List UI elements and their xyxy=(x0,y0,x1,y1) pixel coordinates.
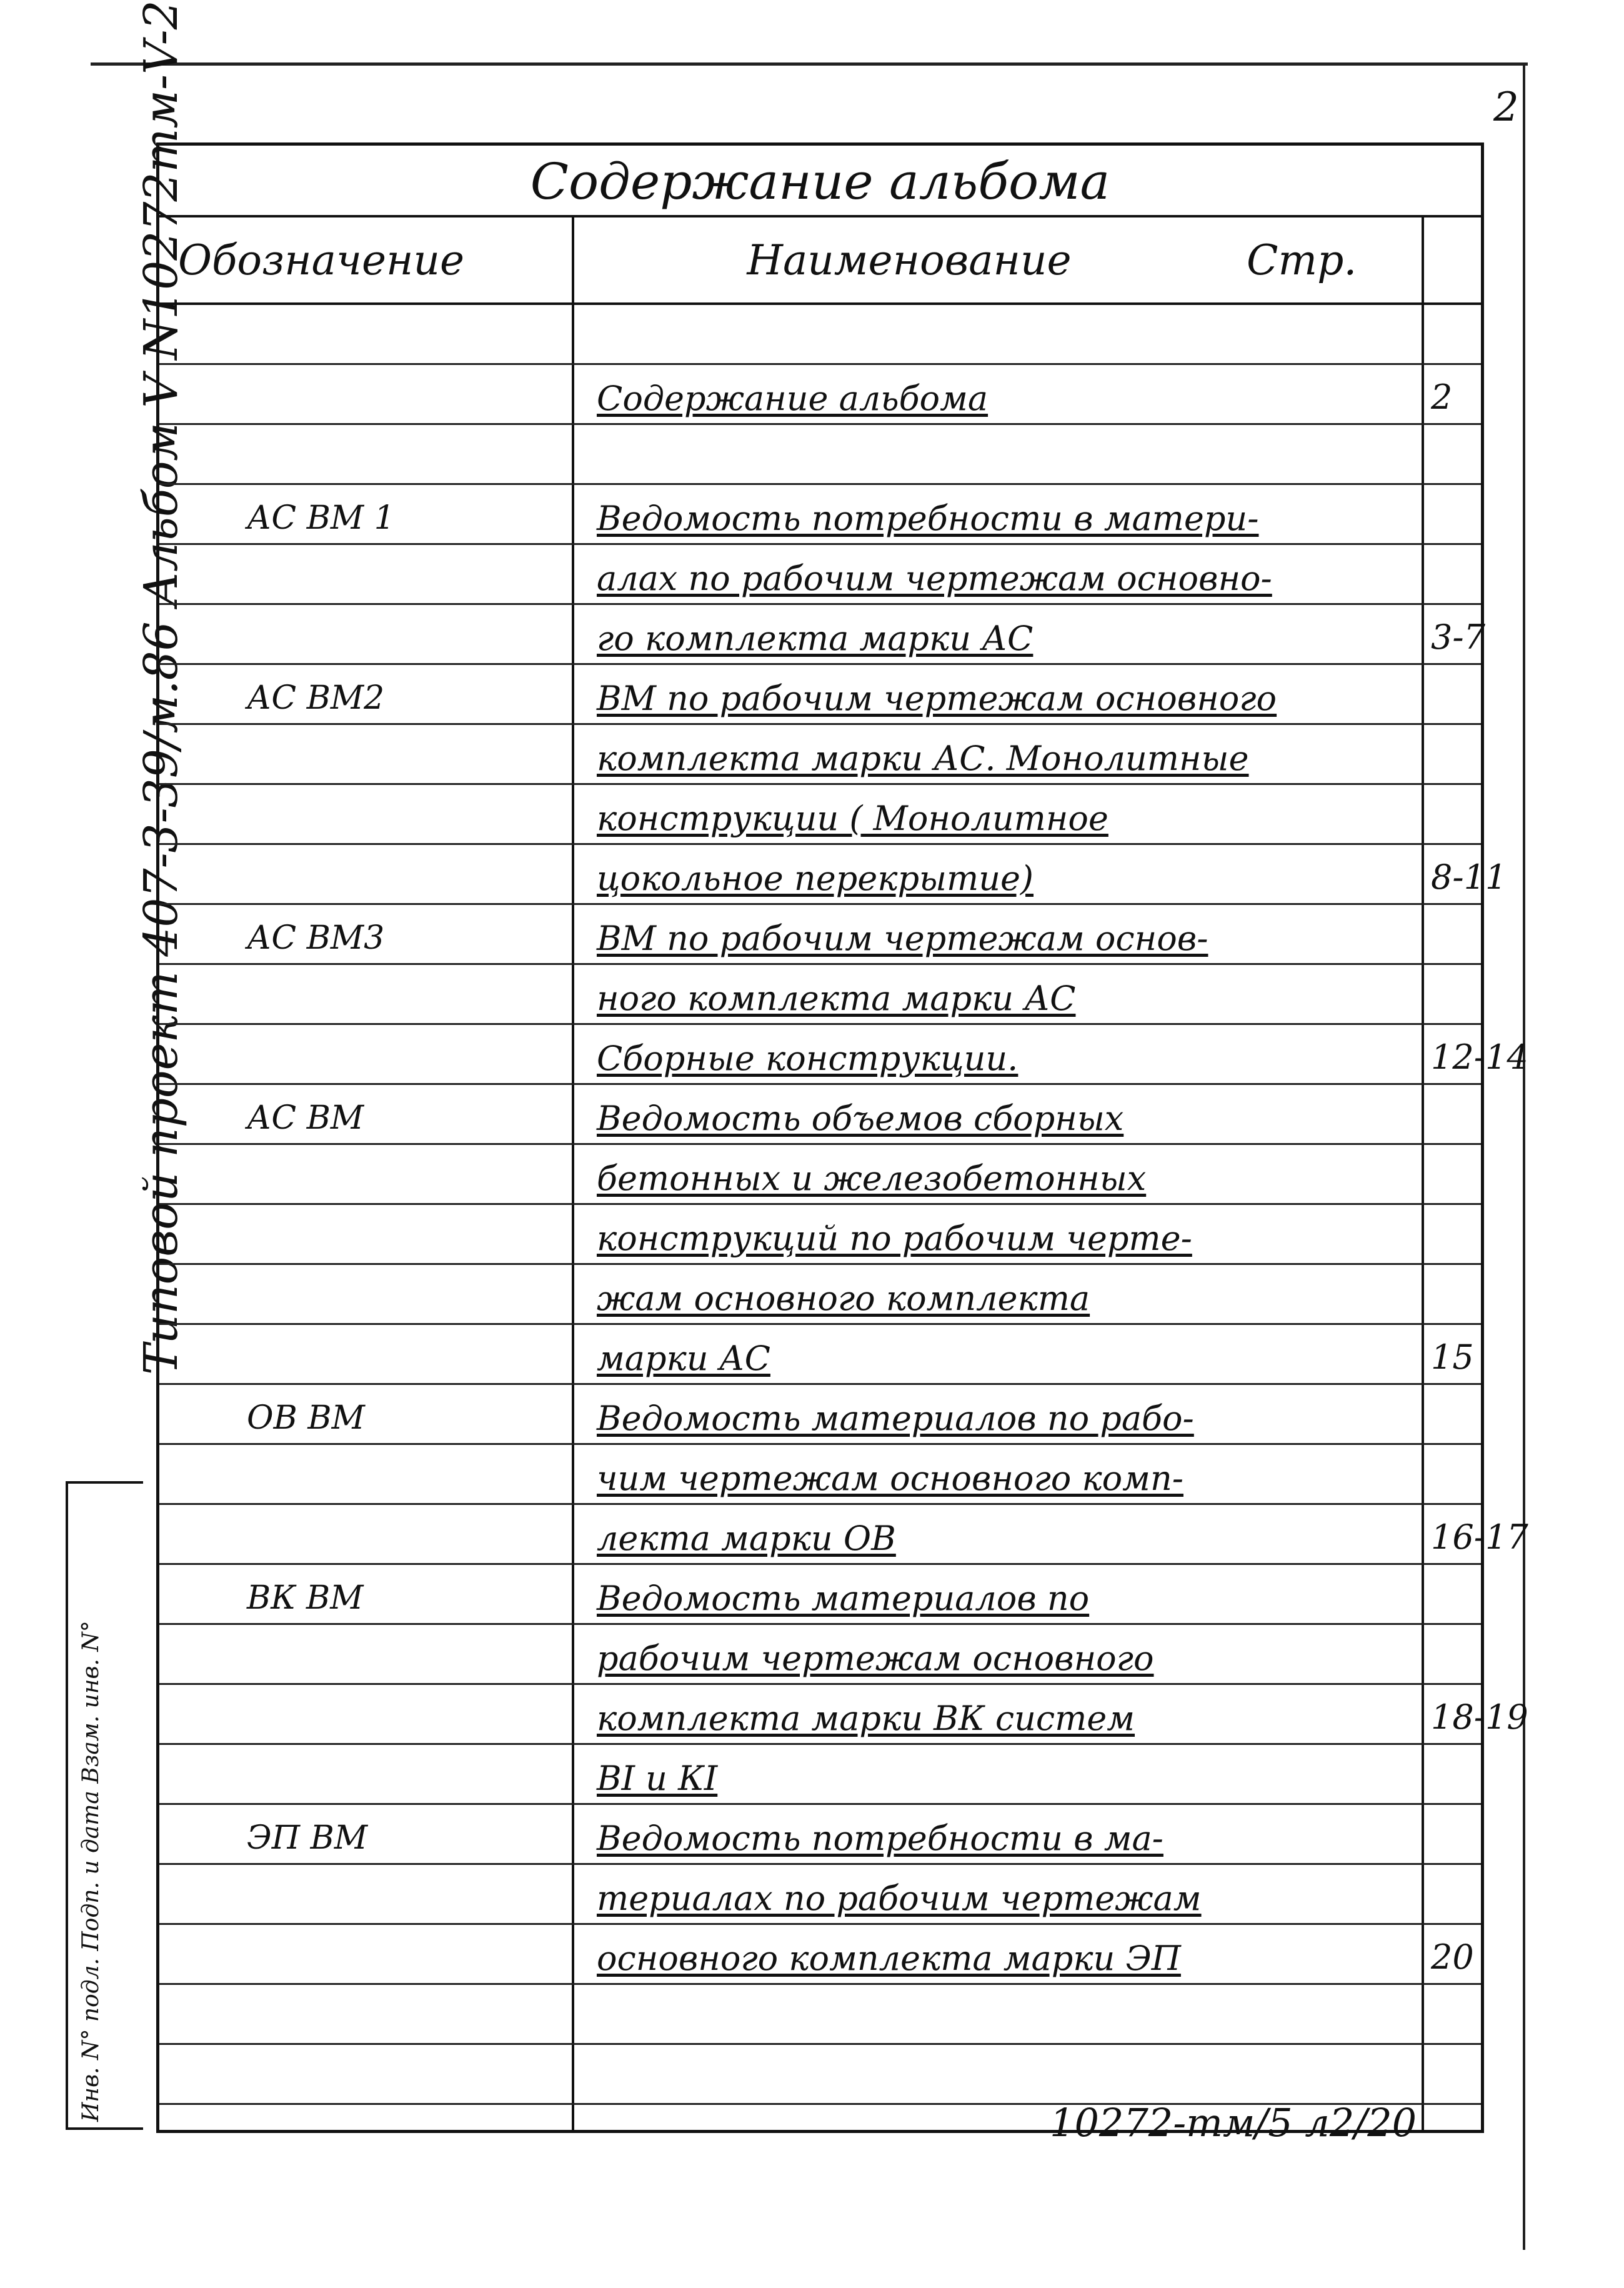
row-name: цокольное перекрытие) xyxy=(597,859,1034,898)
row-page: 16-17 xyxy=(1431,1517,1528,1557)
table-row xyxy=(159,1265,1481,1325)
contents-table xyxy=(156,142,1528,2133)
table-row xyxy=(159,1805,1481,1865)
row-page: 12-14 xyxy=(1431,1037,1528,1077)
table-row xyxy=(159,425,1481,485)
table-row xyxy=(159,305,1481,365)
header-name: Наименование xyxy=(584,217,1234,305)
row-name: Ведомость материалов по xyxy=(597,1579,1090,1618)
row-name: жам основного комплекта xyxy=(597,1279,1090,1318)
table-row xyxy=(159,485,1481,545)
row-page: 2 xyxy=(1431,377,1453,417)
table-row xyxy=(159,1625,1481,1685)
row-name: рабочим чертежам основного xyxy=(597,1639,1154,1678)
table-row xyxy=(159,1325,1481,1385)
table-row xyxy=(159,365,1481,425)
row-name: алах по рабочим чертежам основно- xyxy=(597,559,1272,598)
row-page: 20 xyxy=(1431,1937,1474,1977)
page-number: 2 xyxy=(1493,84,1519,131)
table-row xyxy=(159,1145,1481,1205)
row-name: Содержание альбома xyxy=(597,379,989,418)
table-row xyxy=(159,1445,1481,1505)
row-name: Сборные конструкции. xyxy=(597,1039,1019,1078)
row-name: Ведомость материалов по рабо- xyxy=(597,1399,1194,1438)
header-page: Стр. xyxy=(1234,217,1484,305)
row-code: ВК ВМ xyxy=(247,1579,364,1617)
album-title: Содержание альбома xyxy=(159,146,1481,217)
side-project-title: Типовой проект 407-3-39/м.86 Альбом V N10272тм-V-2 xyxy=(134,0,188,1375)
table-row xyxy=(159,1085,1481,1145)
row-name: лекта марки ОВ xyxy=(597,1519,896,1558)
table-row xyxy=(159,965,1481,1025)
table-row xyxy=(159,605,1485,665)
row-name: комплекта марки ВК систем xyxy=(597,1699,1135,1738)
table-row xyxy=(159,785,1481,845)
row-page: 8-11 xyxy=(1431,857,1507,897)
row-name: комплекта марки АС. Монолитные xyxy=(597,739,1249,778)
row-code: ЭП ВМ xyxy=(247,1819,368,1857)
row-name: чим чертежам основного комп- xyxy=(597,1459,1183,1498)
footer-code: 10272-тм/5 л2/20 xyxy=(1050,2100,1417,2146)
row-name: териалах по рабочим чертежам xyxy=(597,1879,1202,1918)
row-code: ОВ ВМ xyxy=(247,1399,365,1437)
row-name: конструкции ( Монолитное xyxy=(597,799,1108,838)
row-name: Ведомость объемов сборных xyxy=(597,1099,1124,1138)
row-name: го комплекта марки АС xyxy=(597,619,1034,658)
row-name: ВМ по рабочим чертежам основ- xyxy=(597,919,1208,958)
table-row xyxy=(159,845,1507,905)
row-code: АС ВМ3 xyxy=(247,919,385,957)
table-row xyxy=(159,1745,1481,1805)
row-name: Ведомость потребности в ма- xyxy=(597,1819,1163,1858)
row-code: АС ВМ 1 xyxy=(247,499,395,537)
header-code: Обозначение xyxy=(159,217,584,305)
row-code: АС ВМ2 xyxy=(247,679,385,717)
table-row xyxy=(159,1505,1528,1565)
row-name: бетонных и железобетонных xyxy=(597,1159,1147,1198)
table-row xyxy=(159,905,1481,965)
top-border-line xyxy=(91,62,1528,66)
table-row xyxy=(159,2045,1481,2105)
row-name: ВI и КI xyxy=(597,1759,718,1798)
table-row xyxy=(159,545,1481,605)
row-name: Ведомость потребности в матери- xyxy=(597,499,1259,538)
table-row xyxy=(159,1925,1481,1985)
row-name: ВМ по рабочим чертежам основного xyxy=(597,679,1277,718)
row-name: основного комплекта марки ЭП xyxy=(597,1939,1181,1978)
row-name: конструкций по рабочим черте- xyxy=(597,1219,1192,1258)
row-name: марки АС xyxy=(597,1339,770,1378)
table-row xyxy=(159,1985,1481,2045)
table-row xyxy=(159,1685,1528,1745)
right-border-line xyxy=(1523,62,1525,2250)
table-row xyxy=(159,1385,1481,1445)
row-page: 18-19 xyxy=(1431,1697,1528,1737)
table-row xyxy=(159,725,1481,785)
table-row xyxy=(159,665,1481,725)
row-page: 3-7 xyxy=(1431,617,1485,657)
approval-stamp-box xyxy=(66,1481,143,2130)
row-page: 15 xyxy=(1431,1337,1474,1377)
table-row xyxy=(159,1205,1481,1265)
table-row xyxy=(159,1565,1481,1625)
approval-stamp-text: Инв. N° подл. Подп. и дата Взам. инв. N° xyxy=(78,1621,104,2122)
row-name: ного комплекта марки АС xyxy=(597,979,1076,1018)
row-code: АС ВМ xyxy=(247,1099,364,1137)
table-row xyxy=(159,1865,1481,1925)
table-row xyxy=(159,1025,1528,1085)
